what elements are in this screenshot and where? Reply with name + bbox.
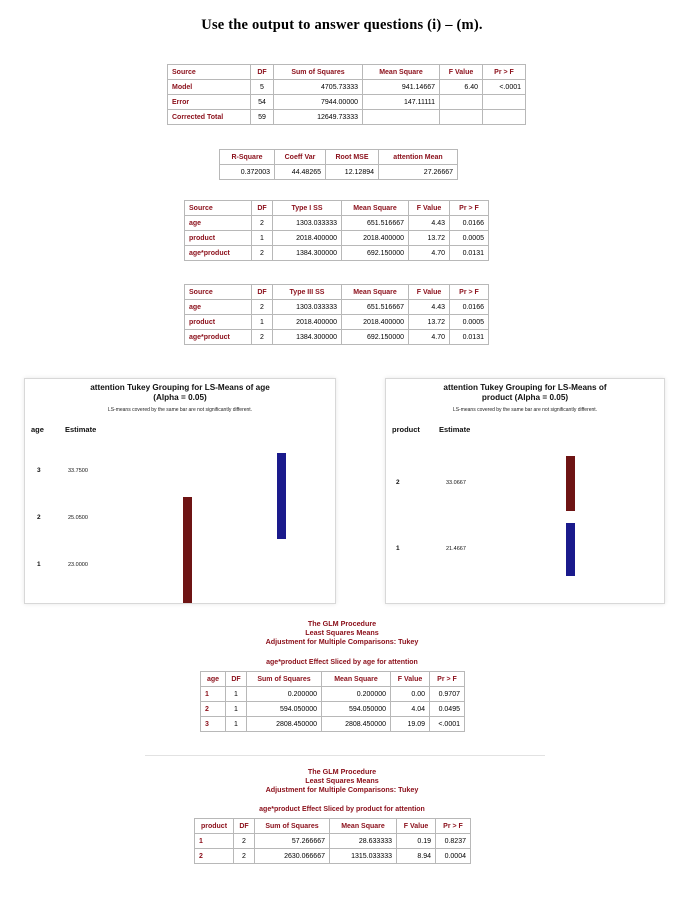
col-header: Source — [185, 201, 252, 216]
cell: 0.372003 — [220, 165, 275, 180]
cell: 2 — [252, 216, 273, 231]
cell: 4.70 — [409, 330, 450, 345]
cell — [440, 110, 483, 125]
table-header-row — [168, 65, 526, 80]
cell: 0.19 — [397, 834, 436, 849]
table-row — [195, 849, 471, 864]
col-header: Sum of Squares — [255, 819, 330, 834]
cell: 1303.033333 — [273, 300, 342, 315]
tukey-product-level: 2 — [396, 479, 400, 486]
col-header: DF — [252, 201, 273, 216]
row-label: age*product — [185, 330, 252, 345]
cell: 0.0166 — [450, 300, 489, 315]
tukey-age-level: 3 — [37, 467, 41, 474]
col-header: Pr > F — [430, 672, 465, 687]
cell: 2 — [252, 330, 273, 345]
tukey-age-grouping-bar — [183, 497, 192, 603]
cell: 2 — [252, 246, 273, 261]
cell: 2 — [234, 834, 255, 849]
table-row — [195, 834, 471, 849]
cell: 594.050000 — [247, 702, 322, 717]
cell: 27.26667 — [379, 165, 458, 180]
row-label: product — [185, 315, 252, 330]
tukey-age-level: 1 — [37, 561, 41, 568]
col-header: Mean Square — [322, 672, 391, 687]
col-header: Sum of Squares — [274, 65, 363, 80]
row-label: product — [185, 231, 252, 246]
tukey-age-level: 2 — [37, 514, 41, 521]
tukey-product-level-header: product — [392, 425, 420, 434]
col-header: Source — [168, 65, 251, 80]
cell: 4705.73333 — [274, 80, 363, 95]
cell: 0.200000 — [247, 687, 322, 702]
type3-ss-table — [184, 284, 489, 345]
cell: 1 — [226, 687, 247, 702]
row-label: 2 — [195, 849, 234, 864]
cell: 0.0131 — [450, 246, 489, 261]
col-header: DF — [252, 285, 273, 300]
col-header: age — [201, 672, 226, 687]
cell: 2 — [234, 849, 255, 864]
table-header-row — [220, 150, 458, 165]
col-header: R-Square — [220, 150, 275, 165]
tukey-product-grouping-bar — [566, 456, 575, 511]
tukey-age-estimate-header: Estimate — [65, 425, 97, 434]
table-row — [201, 717, 465, 732]
table-header-row — [195, 819, 471, 834]
table-header-row — [185, 201, 489, 216]
row-label: 3 — [201, 717, 226, 732]
cell: 4.43 — [409, 300, 450, 315]
table-row — [201, 702, 465, 717]
row-label: age*product — [185, 246, 252, 261]
table-row — [201, 687, 465, 702]
cell: 2018.400000 — [342, 231, 409, 246]
cell: 0.00 — [391, 687, 430, 702]
col-header: Coeff Var — [275, 150, 326, 165]
tukey-product-title-alpha: product (Alpha = 0.05) — [481, 393, 569, 402]
col-header: Pr > F — [436, 819, 471, 834]
glm1-lsmeans-title: Least Squares Means — [305, 628, 379, 637]
row-label: 2 — [201, 702, 226, 717]
tukey-age-title: attention Tukey Grouping for LS-Means of age — [90, 383, 270, 392]
glm1-adjustment-title: Adjustment for Multiple Comparisons: Tukey — [265, 637, 419, 646]
cell: 7944.00000 — [274, 95, 363, 110]
cell: 12.12894 — [326, 165, 379, 180]
cell: 57.266667 — [255, 834, 330, 849]
row-label: 1 — [201, 687, 226, 702]
col-header: Pr > F — [483, 65, 526, 80]
cell: 0.9707 — [430, 687, 465, 702]
cell: 692.150000 — [342, 246, 409, 261]
cell: 4.04 — [391, 702, 430, 717]
cell: 2 — [252, 300, 273, 315]
col-header: Mean Square — [330, 819, 397, 834]
cell: 2018.400000 — [273, 231, 342, 246]
cell: 941.14667 — [363, 80, 440, 95]
col-header: F Value — [409, 201, 450, 216]
cell: 13.72 — [409, 315, 450, 330]
col-header: F Value — [391, 672, 430, 687]
table-header-row — [201, 672, 465, 687]
cell: 1 — [226, 717, 247, 732]
tukey-product-panel — [385, 378, 665, 604]
glm2-adjustment-title: Adjustment for Multiple Comparisons: Tukey — [265, 785, 419, 794]
cell: 1 — [252, 315, 273, 330]
table-row — [168, 80, 526, 95]
cell: 1303.033333 — [273, 216, 342, 231]
col-header: Root MSE — [326, 150, 379, 165]
col-header: Pr > F — [450, 201, 489, 216]
page-heading: Use the output to answer questions (i) – (m). — [201, 17, 483, 33]
table-row — [185, 216, 489, 231]
cell: 4.43 — [409, 216, 450, 231]
row-label: Corrected Total — [168, 110, 251, 125]
col-header: Type I SS — [273, 201, 342, 216]
tukey-age-estimate: 23.0000 — [68, 562, 88, 568]
cell: 0.200000 — [322, 687, 391, 702]
tukey-product-estimate-header: Estimate — [439, 425, 471, 434]
cell: 651.516667 — [342, 300, 409, 315]
tukey-age-grouping-bar — [277, 453, 286, 539]
glm1-table-title: age*product Effect Sliced by age for attention — [266, 659, 418, 666]
cell: 8.94 — [397, 849, 436, 864]
col-header: Mean Square — [342, 285, 409, 300]
row-label: 1 — [195, 834, 234, 849]
cell: 6.40 — [440, 80, 483, 95]
glm2-procedure-title: The GLM Procedure — [307, 767, 377, 776]
cell: 0.0166 — [450, 216, 489, 231]
cell: 1 — [226, 702, 247, 717]
cell: 12649.73333 — [274, 110, 363, 125]
cell: 2808.450000 — [247, 717, 322, 732]
glm1-procedure-title: The GLM Procedure — [307, 619, 377, 628]
cell: 28.633333 — [330, 834, 397, 849]
tukey-age-level-header: age — [31, 425, 44, 434]
cell: 0.0005 — [450, 315, 489, 330]
row-label: age — [185, 216, 252, 231]
tukey-product-title: attention Tukey Grouping for LS-Means of — [443, 383, 607, 392]
tukey-product-level: 1 — [396, 545, 400, 552]
sliced-by-product-table — [194, 818, 471, 864]
col-header: F Value — [409, 285, 450, 300]
cell: 0.8237 — [436, 834, 471, 849]
cell: 19.09 — [391, 717, 430, 732]
sliced-by-age-table — [200, 671, 465, 732]
table-row — [185, 231, 489, 246]
table-row — [220, 165, 458, 180]
cell: 2018.400000 — [273, 315, 342, 330]
tukey-product-subtitle: LS-means covered by the same bar are not significantly different. — [452, 407, 598, 413]
tukey-age-title-alpha: (Alpha = 0.05) — [153, 393, 207, 402]
cell: 13.72 — [409, 231, 450, 246]
tukey-product-grouping-bar — [566, 523, 575, 576]
col-header: F Value — [397, 819, 436, 834]
fit-statistics-table — [219, 149, 458, 180]
cell: 5 — [251, 80, 274, 95]
col-header: Mean Square — [363, 65, 440, 80]
cell: 54 — [251, 95, 274, 110]
row-label: Error — [168, 95, 251, 110]
col-header: Source — [185, 285, 252, 300]
col-header: Sum of Squares — [247, 672, 322, 687]
cell — [363, 110, 440, 125]
table-row — [185, 330, 489, 345]
tukey-product-estimate: 33.0667 — [446, 480, 466, 486]
row-label: Model — [168, 80, 251, 95]
cell: 0.0131 — [450, 330, 489, 345]
cell: 594.050000 — [322, 702, 391, 717]
cell: 44.48265 — [275, 165, 326, 180]
cell: 1315.033333 — [330, 849, 397, 864]
col-header: Type III SS — [273, 285, 342, 300]
col-header: DF — [226, 672, 247, 687]
cell: 4.70 — [409, 246, 450, 261]
glm2-table-title: age*product Effect Sliced by product for attention — [259, 806, 425, 813]
table-row — [168, 95, 526, 110]
tukey-product-estimate: 21.4667 — [446, 546, 466, 552]
cell: 1384.300000 — [273, 246, 342, 261]
table-row — [185, 315, 489, 330]
tukey-age-estimate: 33.7500 — [68, 468, 88, 474]
cell: 0.0495 — [430, 702, 465, 717]
col-header: DF — [234, 819, 255, 834]
row-label: age — [185, 300, 252, 315]
cell: <.0001 — [430, 717, 465, 732]
col-header: F Value — [440, 65, 483, 80]
type1-ss-table — [184, 200, 489, 261]
cell: 651.516667 — [342, 216, 409, 231]
col-header: Mean Square — [342, 201, 409, 216]
anova-table — [167, 64, 526, 125]
tukey-age-panel — [24, 378, 336, 604]
cell: 1 — [252, 231, 273, 246]
table-header-row — [185, 285, 489, 300]
cell: 2630.066667 — [255, 849, 330, 864]
cell: 0.0005 — [450, 231, 489, 246]
table-row — [185, 246, 489, 261]
tukey-age-subtitle: LS-means covered by the same bar are not significantly different. — [107, 407, 253, 413]
cell: <.0001 — [483, 80, 526, 95]
cell: 2018.400000 — [342, 315, 409, 330]
cell: 692.150000 — [342, 330, 409, 345]
cell: 59 — [251, 110, 274, 125]
glm2-lsmeans-title: Least Squares Means — [305, 776, 379, 785]
cell — [483, 110, 526, 125]
cell: 0.0004 — [436, 849, 471, 864]
table-row — [185, 300, 489, 315]
table-row — [168, 110, 526, 125]
cell — [483, 95, 526, 110]
col-header: Pr > F — [450, 285, 489, 300]
cell: 1384.300000 — [273, 330, 342, 345]
cell — [440, 95, 483, 110]
col-header: attention Mean — [379, 150, 458, 165]
cell: 147.11111 — [363, 95, 440, 110]
col-header: product — [195, 819, 234, 834]
col-header: DF — [251, 65, 274, 80]
section-divider — [145, 755, 545, 756]
cell: 2808.450000 — [322, 717, 391, 732]
tukey-age-estimate: 25.0500 — [68, 515, 88, 521]
